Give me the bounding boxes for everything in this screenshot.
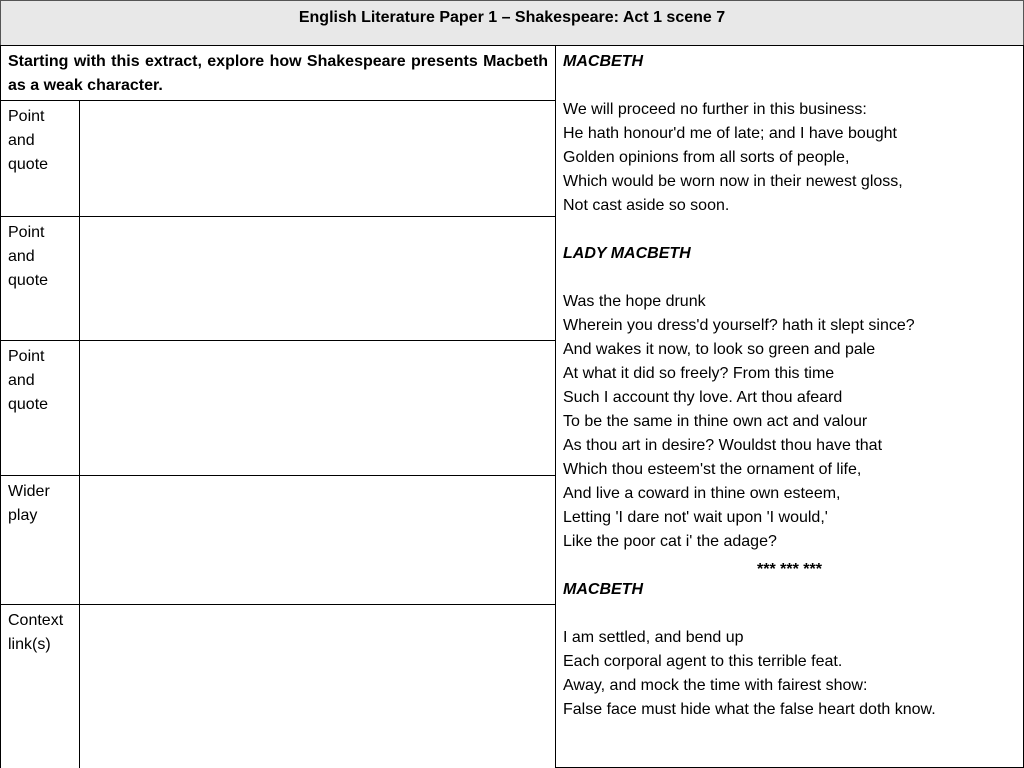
extract-panel [555,45,1024,768]
row-label-point-and-quote: Point and quote [1,217,80,340]
answer-box[interactable] [80,217,555,340]
verse-line: Away, and mock the time with fairest show: [563,677,868,694]
response-row [0,476,556,605]
row-label-point-and-quote: Point and quote [1,341,80,475]
verse-line: We will proceed no further in this business: [563,101,867,118]
row-label-context-links: Context link(s) [1,605,80,768]
verse-line: Like the poor cat i' the adage? [563,533,777,550]
worksheet-title: English Literature Paper 1 – Shakespeare: Act 1 scene 7 [0,0,1024,46]
response-grid [0,45,556,768]
verse-line: Wherein you dress'd yourself? hath it slept since? [563,317,915,334]
verse-line: And live a coward in thine own esteem, [563,485,841,502]
verse-line: Which would be worn now in their newest gloss, [563,173,903,190]
task-prompt: Starting with this extract, explore how Shakespeare presents Macbeth as a weak character. [0,45,556,101]
row-label-wider-play: Wider play [1,476,80,604]
spacer [563,266,1016,290]
verse-line: Such I account thy love. Art thou afeard [563,389,843,406]
spacer [563,218,1016,242]
speaker-macbeth: MACBETH [563,581,643,598]
verse-line: False face must hide what the false heart doth know. [563,701,936,718]
response-row [0,217,556,341]
verse-line: Letting 'I dare not' wait upon 'I would,' [563,509,828,526]
verse-line: At what it did so freely? From this time [563,365,835,382]
speaker-macbeth: MACBETH [563,53,643,70]
verse-line: Each corporal agent to this terrible feat. [563,653,843,670]
spacer [563,602,1016,626]
verse-line: He hath honour'd me of late; and I have bought [563,125,897,142]
verse-line: To be the same in thine own act and valour [563,413,868,430]
answer-box[interactable] [80,341,555,475]
verse-line: Was the hope drunk [563,293,706,310]
row-label-point-and-quote: Point and quote [1,101,80,216]
verse-line: And wakes it now, to look so green and pale [563,341,876,358]
verse-line: Which thou esteem'st the ornament of life, [563,461,862,478]
speaker-lady-macbeth: LADY MACBETH [563,245,691,262]
response-row [0,341,556,476]
response-row [0,605,556,768]
verse-line: I am settled, and bend up [563,629,744,646]
answer-box[interactable] [80,476,555,604]
answer-box[interactable] [80,605,555,768]
verse-line: Not cast aside so soon. [563,197,730,214]
spacer [563,74,1016,98]
answer-box[interactable] [80,101,555,216]
response-row [0,101,556,217]
verse-line: As thou art in desire? Wouldst thou have that [563,437,883,454]
verse-line: Golden opinions from all sorts of people, [563,149,850,166]
section-separator: *** *** *** [757,561,822,578]
